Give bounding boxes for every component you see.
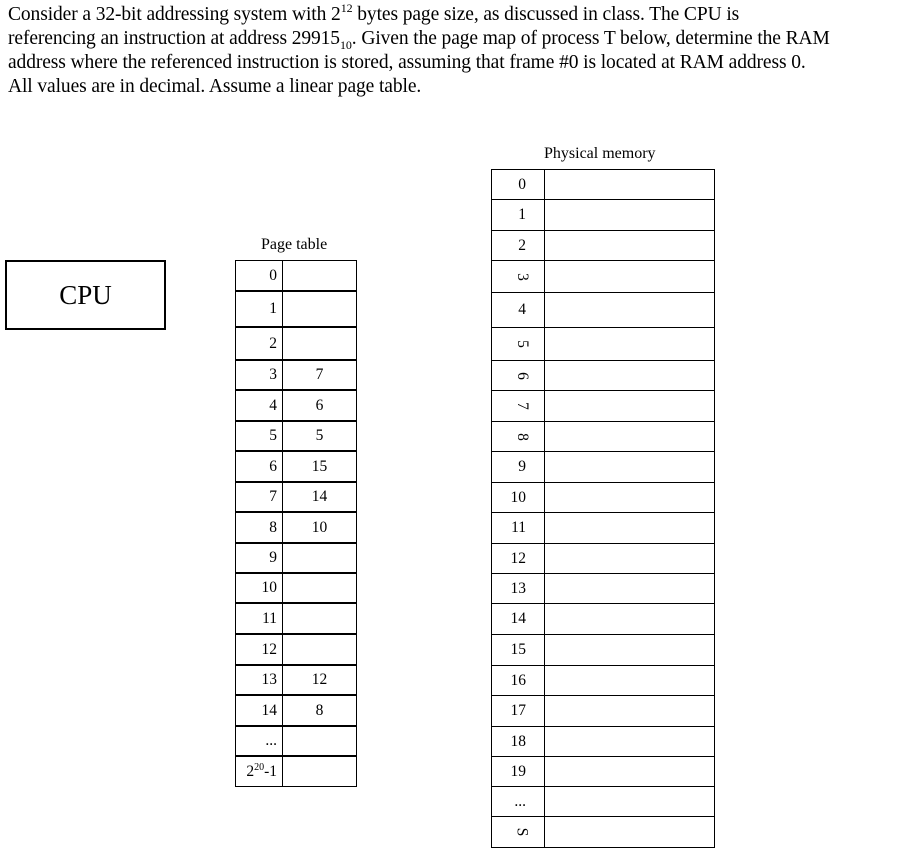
physical-frame-slot (544, 543, 715, 574)
page-table-index: 9 (235, 543, 283, 573)
question-text (8, 0, 908, 99)
physical-frame-slot (544, 573, 715, 604)
physical-frame-slot (544, 360, 715, 391)
page-table-frame (282, 543, 357, 573)
cpu-label: CPU (59, 279, 112, 310)
page-table-frame: 12 (282, 665, 357, 695)
physical-frame-label: 0 (518, 175, 526, 193)
page-table-frame (282, 726, 357, 756)
page-table-index: 11 (235, 603, 283, 634)
physical-frame-index (491, 603, 545, 635)
page-table-frame: 8 (282, 695, 357, 726)
physical-frame-index (491, 573, 545, 604)
physical-frame-label: 3 (514, 272, 532, 281)
page-table-index: 7 (235, 482, 283, 512)
physical-frame-slot (544, 421, 715, 452)
physical-frame-label: 19 (510, 762, 526, 780)
physical-frame-label: 6 (514, 371, 532, 380)
question-line-2: referencing an instruction at address $29915_{10}$. Given the page map of process T below, determine the RAM (8, 28, 830, 52)
physical-frame-slot (544, 390, 715, 422)
physical-frame-slot (544, 199, 715, 231)
physical-frame-slot (544, 292, 715, 328)
physical-frame-slot (544, 260, 715, 293)
page-table-index: 13 (235, 665, 283, 695)
physical-frame-index (491, 726, 545, 757)
page-table-frame (282, 573, 357, 603)
physical-frame-slot (544, 816, 715, 848)
physical-frame-label: 14 (510, 610, 526, 627)
physical-frame-slot (544, 695, 715, 727)
physical-frame-index (491, 230, 545, 261)
physical-frame-index (491, 695, 545, 727)
physical-frame-index (491, 169, 545, 200)
physical-frame-slot (544, 756, 715, 787)
page-table-frame (282, 756, 357, 787)
physical-frame-slot (544, 634, 715, 666)
physical-frame-index (491, 390, 545, 422)
page-table-frame: 7 (282, 360, 357, 390)
physical-frame-index (491, 816, 545, 848)
page-table-frame: 10 (282, 512, 357, 543)
page-table-index: ... (235, 726, 283, 756)
physical-frame-index (491, 786, 545, 817)
physical-frame-slot (544, 230, 715, 261)
page-table-index: 3 (235, 360, 283, 390)
page-table-index: 8 (235, 512, 283, 543)
question-line-4: All values are in decimal. Assume a linear page table. (8, 76, 422, 97)
physical-frame-label: 7 (514, 402, 532, 410)
physical-frame-index (491, 292, 545, 328)
address-base-subscript: 10 (339, 37, 352, 52)
physical-frame-index (491, 360, 545, 391)
page-table-frame: 5 (282, 421, 357, 451)
physical-frame-index (491, 512, 545, 544)
physical-frame-label: 4 (518, 301, 526, 318)
physical-frame-index (491, 543, 545, 574)
page-table-index: 12 (235, 634, 283, 665)
page-table-frame (282, 291, 357, 327)
page-table-title: Page table (261, 236, 328, 253)
physical-frame-slot (544, 451, 715, 483)
physical-frame-label: 2 (518, 236, 526, 254)
physical-frame-label: 18 (510, 732, 526, 750)
physical-frame-slot (544, 665, 715, 696)
page-table-index-label: $2^{20}-1$ (246, 761, 277, 781)
physical-frame-label: ... (514, 792, 526, 810)
physical-frame-label: 11 (511, 519, 526, 536)
page-table-index: 6 (235, 451, 283, 482)
physical-frame-index (491, 327, 545, 361)
page-table-frame: 15 (282, 451, 357, 482)
physical-frame-index (491, 421, 545, 452)
page-table-frame (282, 327, 357, 360)
physical-frame-label: 10 (510, 488, 526, 506)
physical-frame-slot (544, 512, 715, 544)
page-table-frame (282, 603, 357, 634)
page-table-frame: 6 (282, 390, 357, 421)
page-table-frame (282, 260, 357, 291)
physical-frame-label: 17 (510, 702, 526, 719)
physical-frame-slot (544, 786, 715, 817)
page-table-index (235, 756, 283, 787)
physical-frame-label: 15 (510, 641, 526, 658)
physical-frame-slot (544, 726, 715, 757)
physical-frame-index (491, 634, 545, 666)
question-line-1: Consider a 32-bit addressing system with $2^{12}$ bytes page size, as discussed in class. The CPU is (8, 0, 740, 25)
physical-frame-index (491, 199, 545, 231)
physical-frame-label: 5 (514, 340, 532, 348)
physical-frame-label: S (513, 827, 531, 837)
page-table-frame: 14 (282, 482, 357, 512)
physical-frame-label: 9 (518, 458, 526, 475)
physical-frame-slot (544, 169, 715, 200)
page-table-frame (282, 634, 357, 665)
physical-frame-slot (544, 482, 715, 513)
physical-memory-title: Physical memory (544, 145, 656, 162)
cpu-box (5, 260, 166, 330)
physical-frame-index (491, 756, 545, 787)
page-table-index: 5 (235, 421, 283, 451)
physical-frame-slot (544, 327, 715, 361)
page-table-index: 14 (235, 695, 283, 726)
page-size-exponent: 12 (340, 0, 353, 15)
question-line-3: address where the referenced instruction is stored, assuming that frame #0 is located at RAM address 0. (8, 52, 806, 73)
physical-frame-index (491, 260, 545, 293)
physical-frame-label: 16 (510, 671, 526, 689)
physical-frame-index (491, 482, 545, 513)
physical-frame-label: 12 (510, 549, 526, 567)
physical-frame-index (491, 451, 545, 483)
physical-frame-index (491, 665, 545, 696)
page-table-index: 1 (235, 291, 283, 327)
page-table-index: 0 (235, 260, 283, 291)
physical-frame-label: 13 (510, 579, 526, 597)
physical-frame-label: 1 (518, 206, 526, 223)
page-table-index: 2 (235, 327, 283, 360)
physical-frame-label: 8 (514, 432, 532, 441)
physical-frame-slot (544, 603, 715, 635)
page-table-index: 4 (235, 390, 283, 421)
page-table-index: 10 (235, 573, 283, 603)
